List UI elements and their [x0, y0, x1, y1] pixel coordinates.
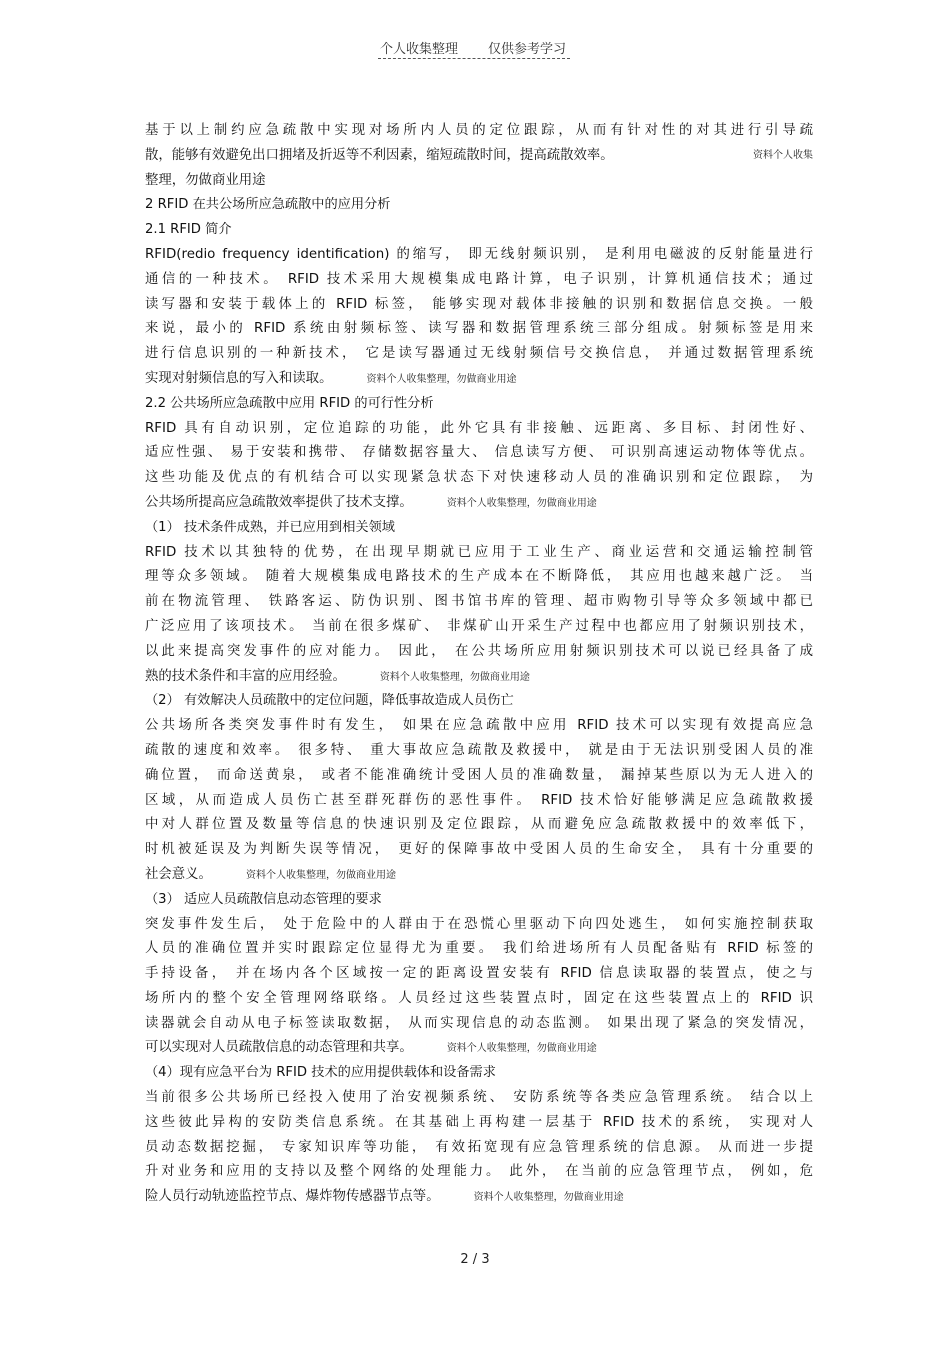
section-heading [145, 888, 813, 913]
line-text: 突发事件发生后， 处于危险中的人群由于在恐慌心里驱动下向四处逃生， 如何实施控制获取 [145, 916, 813, 932]
line-text: （1） 技术条件成熟，并已应用到相关领域 [145, 519, 395, 535]
line-text: （3） 适应人员疏散信息动态管理的要求 [145, 891, 382, 907]
section-heading [145, 193, 813, 218]
paragraph-line [145, 1160, 813, 1185]
paragraph-line [145, 714, 813, 739]
paragraph-line [145, 987, 813, 1012]
paragraph-line [145, 169, 813, 194]
section-heading [145, 1061, 813, 1086]
line-text: 整理，勿做商业用途 [145, 172, 266, 188]
section-heading [145, 516, 813, 541]
paragraph-line [145, 268, 813, 293]
line-text: 基于以上制约应急疏散中实现对场所内人员的定位跟踪，从而有针对性的对其进行引导疏 [145, 123, 813, 138]
line-text: 公共场所各类突发事件时有发生， 如果在应急疏散中应用 RFID 技术可以实现有效提高应急 [145, 718, 813, 734]
line-text: 来说，最小的 RFID 系统由射频标签、读写器和数据管理系统三部分组成。射频标签是用来 [145, 321, 813, 337]
section-heading [145, 218, 813, 243]
line-text: 区域，从而造成人员伤亡甚至群死群伤的恶性事件。 RFID 技术恰好能够满足应急疏散救援 [145, 792, 813, 808]
line-text: 散，能够有效避免出口拥堵及折返等不利因素，缩短疏散时间，提高疏散效率。 [145, 147, 614, 163]
line-text: 实现对射频信息的写入和读取。 [145, 370, 333, 386]
paragraph-line [145, 119, 813, 144]
section-heading [145, 392, 813, 417]
line-text: 场所内的整个安全管理网络联络。人员经过这些装置点时，固定在这些装置点上的 RFID 识 [145, 990, 813, 1006]
paragraph-line [145, 417, 813, 442]
watermark-note: 资料个人收集整理，勿做商业用途 [446, 497, 597, 509]
line-text: 公共场所提高应急疏散效率提供了技术支撑。 [145, 494, 413, 510]
watermark-note: 资料个人收集 [753, 149, 813, 161]
line-text: 读写器和安装于载体上的 RFID 标签， 能够实现对载体非接触的识别和数据信息交换。一般 [145, 296, 813, 312]
paragraph-line [145, 541, 813, 566]
line-text: 通信的一种技术。 RFID 技术采用大规模集成电路计算，电子识别，计算机通信技术；通过 [145, 271, 813, 287]
paragraph-line [145, 144, 813, 169]
line-text: 当前很多公共场所已经投入使用了治安视频系统、 安防系统等各类应急管理系统。 结合以上 [145, 1090, 813, 1106]
paragraph-line [145, 491, 813, 516]
line-text: 2.2 公共场所应急疏散中应用 RFID 的可行性分析 [145, 395, 434, 411]
line-text: 中对人群位置及数量等信息的快速识别及定位跟踪，从而避免应急疏散救援中的效率低下， [145, 817, 813, 833]
paragraph-line [145, 962, 813, 987]
line-text: 适应性强、 易于安装和携带、 存储数据容量大、 信息读写方便、 可识别高速运动物体等优点。 [145, 445, 813, 461]
paragraph-line [145, 863, 813, 888]
line-text: 人员的准确位置并实时跟踪定位显得尤为重要。 我们给进场所有人员配备贴有 RFID 标签的 [145, 941, 813, 957]
paragraph-line [145, 615, 813, 640]
line-text: 险人员行动轨迹监控节点、爆炸物传感器节点等。 [145, 1189, 440, 1205]
line-text: 可以实现对人员疏散信息的动态管理和共享。 [145, 1040, 413, 1056]
paragraph-line [145, 590, 813, 615]
line-text: 确位置， 而命送黄泉， 或者不能准确统计受困人员的准确数量， 漏掉某些原以为无人进入的 [145, 767, 813, 783]
header-left-text: 个人收集整理 [380, 42, 459, 57]
paragraph-line [145, 441, 813, 466]
paragraph-line [145, 342, 813, 367]
line-text: 这些功能及优点的有机结合可以实现紧急状态下对快速移动人员的准确识别和定位跟踪， 为 [145, 470, 813, 486]
line-text: 广泛应用了该项技术。 当前在很多煤矿、 非煤矿山开采生产过程中也都应用了射频识别技术， [145, 618, 813, 634]
paragraph-line [145, 466, 813, 491]
line-text: 升对业务和应用的支持以及整个网络的处理能力。 此外， 在当前的应急管理节点， 例如，危 [145, 1164, 813, 1180]
paragraph-line [145, 764, 813, 789]
line-text: 社会意义。 [145, 866, 212, 882]
paragraph-line [145, 565, 813, 590]
watermark-note: 资料个人收集整理，勿做商业用途 [446, 1043, 597, 1055]
line-text: 理等众多领域。 随着大规模集成电路技术的生产成本在不断降低， 其应用也越来越广泛。 当 [145, 569, 813, 585]
line-text: RFID 技术以其独特的优势，在出现早期就已应用于工业生产、商业运营和交通运输控制管 [145, 544, 813, 560]
paragraph-line [145, 1012, 813, 1037]
section-heading [145, 689, 813, 714]
document-body [145, 119, 813, 1210]
paragraph-line [145, 293, 813, 318]
line-text: 疏散的速度和效率。 很多特、 重大事故应急疏散及救援中， 就是由于无法识别受困人员的准 [145, 742, 813, 758]
paragraph-line [145, 317, 813, 342]
paragraph-line [145, 243, 813, 268]
line-text: RFID 具有自动识别，定位追踪的功能，此外它具有非接触、远距离、多目标、封闭性好、 [145, 420, 813, 436]
paragraph-line [145, 789, 813, 814]
paragraph-line [145, 937, 813, 962]
paragraph-line [145, 1185, 813, 1210]
line-text: （4）现有应急平台为 RFID 技术的应用提供载体和设备需求 [145, 1065, 496, 1081]
watermark-note: 资料个人收集整理，勿做商业用途 [473, 1192, 624, 1204]
line-text: 进行信息识别的一种新技术， 它是读写器通过无线射频信号交换信息， 并通过数据管理系统 [145, 346, 813, 362]
line-text: 读器就会自动从电子标签读取数据， 从而实现信息的动态监测。 如果出现了紧急的突发情况， [145, 1015, 813, 1031]
paragraph-line [145, 367, 813, 392]
line-text: 熟的技术条件和丰富的应用经验。 [145, 668, 346, 684]
watermark-note: 资料个人收集整理，勿做商业用途 [366, 373, 517, 385]
page-number: 2 / 3 [460, 1252, 490, 1267]
line-text: RFID(redio frequency identification) 的缩写， 即无线射频识别， 是利用电磁波的反射能量进行 [145, 246, 813, 262]
line-text: 这些彼此异构的安防类信息系统。在其基础上再构建一层基于 RFID 技术的系统， 实现对人 [145, 1114, 813, 1130]
watermark-note: 资料个人收集整理，勿做商业用途 [379, 671, 530, 683]
paragraph-line [145, 1136, 813, 1161]
paragraph-line [145, 665, 813, 690]
header-rule [378, 58, 570, 59]
line-text: 员动态数据挖掘， 专家知识库等功能， 有效拓宽现有应急管理系统的信息源。 从而进一步提 [145, 1139, 813, 1155]
watermark-note: 资料个人收集整理，勿做商业用途 [245, 869, 396, 881]
paragraph-line [145, 1111, 813, 1136]
line-text: 2 RFID 在共公场所应急疏散中的应用分析 [145, 197, 391, 213]
header-right-text: 仅供参考学习 [488, 42, 567, 57]
line-text: 以此来提高突发事件的应对能力。 因此， 在公共场所应用射频识别技术可以说已经具备了成 [145, 643, 813, 659]
line-text: 手持设备， 并在场内各个区域按一定的距离设置安装有 RFID 信息读取器的装置点，使之与 [145, 966, 813, 982]
paragraph-line [145, 838, 813, 863]
paragraph-line [145, 739, 813, 764]
line-text: 时机被延误及为判断失误等情况， 更好的保障事故中受困人员的生命安全， 具有十分重要的 [145, 842, 813, 858]
paragraph-line [145, 913, 813, 938]
line-text: 2.1 RFID 简介 [145, 222, 232, 238]
paragraph-line [145, 1086, 813, 1111]
line-text: （2） 有效解决人员疏散中的定位问题，降低事故造成人员伤亡 [145, 693, 514, 709]
line-text: 前在物流管理、 铁路客运、防伪识别、图书馆书库的管理、超市购物引导等众多领域中都已 [145, 594, 813, 610]
paragraph-line [145, 1036, 813, 1061]
paragraph-line [145, 813, 813, 838]
paragraph-line [145, 640, 813, 665]
